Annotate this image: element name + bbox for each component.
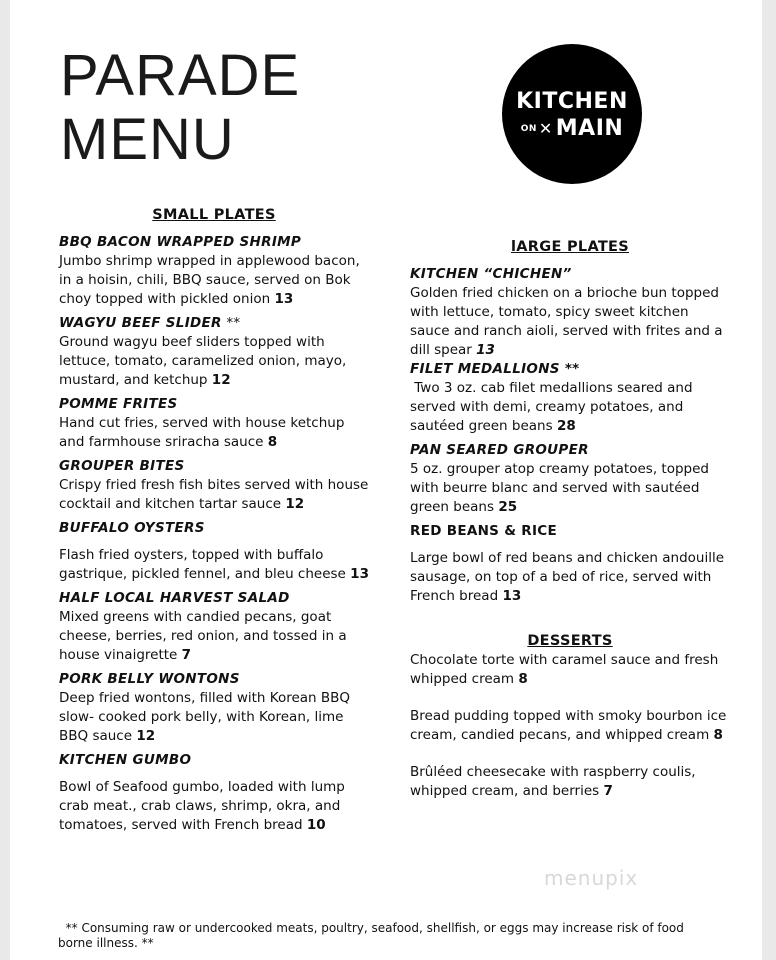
item-description: Jumbo shrimp wrapped in applewood bacon, in a hoisin, chili, BBQ sauce, served on Bok choy topped with pickled onion 13 — [59, 253, 360, 307]
item-description: 5 oz. grouper atop creamy potatoes, topped with beurre blanc and served with sautéed green beans 25 — [410, 461, 709, 515]
item-price: 8 — [518, 671, 528, 687]
item-description: Deep fried wontons, filled with Korean BBQ slow- cooked pork belly, with Korean, lime BBQ sauce 12 — [59, 690, 351, 744]
menu-item-pork-belly-wontons — [59, 670, 369, 746]
item-description: Bowl of Seafood gumbo, loaded with lump crab meat., crab claws, shrimp, okra, and tomatoes, served with French bread 10 — [59, 779, 345, 833]
item-price: 13 — [502, 588, 522, 604]
menu-item-buffalo-oysters — [59, 519, 369, 584]
menupix-watermark: menupix — [544, 866, 639, 890]
menu-item-pomme-frites — [59, 395, 369, 452]
small-plates-section — [59, 206, 369, 840]
item-name: BBQ BACON WRAPPED SHRIMP — [59, 234, 302, 250]
item-name: RED BEANS & RICE — [410, 523, 558, 539]
small-plates-heading: SMALL PLATES — [152, 207, 276, 223]
logo-line-1: KITCHEN — [516, 89, 628, 114]
large-plates-section — [410, 238, 730, 801]
item-description: Flash fried oysters, topped with buffalo gastrique, pickled fennel, and bleu cheese 13 — [59, 547, 369, 582]
menu-item-kitchen-gumbo — [59, 751, 369, 835]
menu-item-pan-seared-grouper — [410, 441, 730, 517]
item-price: 12 — [285, 496, 305, 512]
item-name: PORK BELLY WONTONS — [59, 671, 240, 687]
menu-item-grouper-bites — [59, 457, 369, 514]
title-line-1: PARADE — [60, 43, 301, 108]
item-name: WAGYU BEEF SLIDER ** — [59, 315, 241, 331]
kitchen-on-main-logo — [502, 44, 642, 184]
menu-item-wagyu-beef-slider — [59, 314, 369, 390]
item-description: Large bowl of red beans and chicken andouille sausage, on top of a bed of rice, served with French bread 13 — [410, 550, 725, 604]
item-name: HALF LOCAL HARVEST SALAD — [59, 590, 290, 606]
item-description: Golden fried chicken on a brioche bun topped with lettuce, tomato, spicy sweet kitchen sauce and ranch aioli, served with frites and a dill spear 13 — [410, 285, 723, 358]
item-price: 10 — [306, 817, 326, 833]
item-description: Two 3 oz. cab filet medallions seared and served with demi, creamy potatoes, and sautéed green beans 28 — [410, 380, 697, 434]
desserts-heading: DESSERTS — [527, 633, 613, 649]
item-price: 13 — [350, 566, 369, 582]
fork-knife-icon: ✕ — [538, 119, 553, 138]
menu-title — [60, 44, 300, 172]
dessert-item-chocolate-torte: Chocolate torte with caramel sauce and fresh whipped cream 8 — [410, 652, 719, 687]
menu-item-half-local-harvest-salad — [59, 589, 369, 665]
item-description: Crispy fried fresh fish bites served with house cocktail and kitchen tartar sauce 12 — [59, 477, 369, 512]
item-price: 7 — [603, 783, 613, 799]
item-description: Mixed greens with candied pecans, goat cheese, berries, red onion, and tossed in a house vinaigrette 7 — [59, 609, 347, 663]
item-name: FILET MEDALLIONS ** — [410, 361, 580, 377]
item-name: KITCHEN GUMBO — [59, 752, 192, 768]
menu-item-red-beans-rice — [410, 522, 730, 606]
item-name: BUFFALO OYSTERS — [59, 520, 205, 536]
item-price: 7 — [181, 647, 192, 663]
logo-on-text: ON — [520, 124, 537, 134]
item-name: KITCHEN “CHICHEN” — [410, 266, 572, 282]
item-price: 8 — [713, 727, 723, 743]
item-price: 12 — [211, 372, 231, 388]
title-line-2: MENU — [60, 107, 235, 172]
menu-item-filet-medallions — [410, 360, 730, 436]
dessert-item-bread-pudding: Bread pudding topped with smoky bourbon ice cream, candied pecans, and whipped cream 8 — [410, 708, 727, 743]
item-price: 28 — [556, 418, 576, 434]
item-price: 12 — [136, 728, 156, 744]
logo-line-2 — [502, 116, 642, 141]
item-name: PAN SEARED GROUPER — [410, 442, 589, 458]
item-price: 8 — [267, 434, 278, 450]
item-description: Hand cut fries, served with house ketchup and farmhouse sriracha sauce 8 — [59, 415, 345, 450]
item-price: 13 — [274, 291, 294, 307]
item-name: POMME FRITES — [59, 396, 178, 412]
item-description: Ground wagyu beef sliders topped with lettuce, tomato, caramelized onion, mayo, mustard, and ketchup 12 — [59, 334, 347, 388]
item-price: 25 — [498, 499, 518, 515]
menu-item-bbq-bacon-wrapped-shrimp — [59, 233, 369, 309]
menu-page — [10, 0, 762, 960]
dessert-item-bruleed-cheesecake: Brûléed cheesecake with raspberry coulis, whipped cream, and berries 7 — [410, 764, 696, 799]
item-name: GROUPER BITES — [59, 458, 185, 474]
logo-main-text: MAIN — [555, 116, 624, 141]
menu-item-kitchen-chichen — [410, 265, 730, 360]
item-price: 13 — [476, 342, 495, 358]
food-safety-disclaimer: ** Consuming raw or undercooked meats, poultry, seafood, shellfish, or eggs may increase risk of food borne illness. ** — [58, 921, 688, 950]
large-plates-heading: lARGE PLATES — [510, 239, 629, 255]
